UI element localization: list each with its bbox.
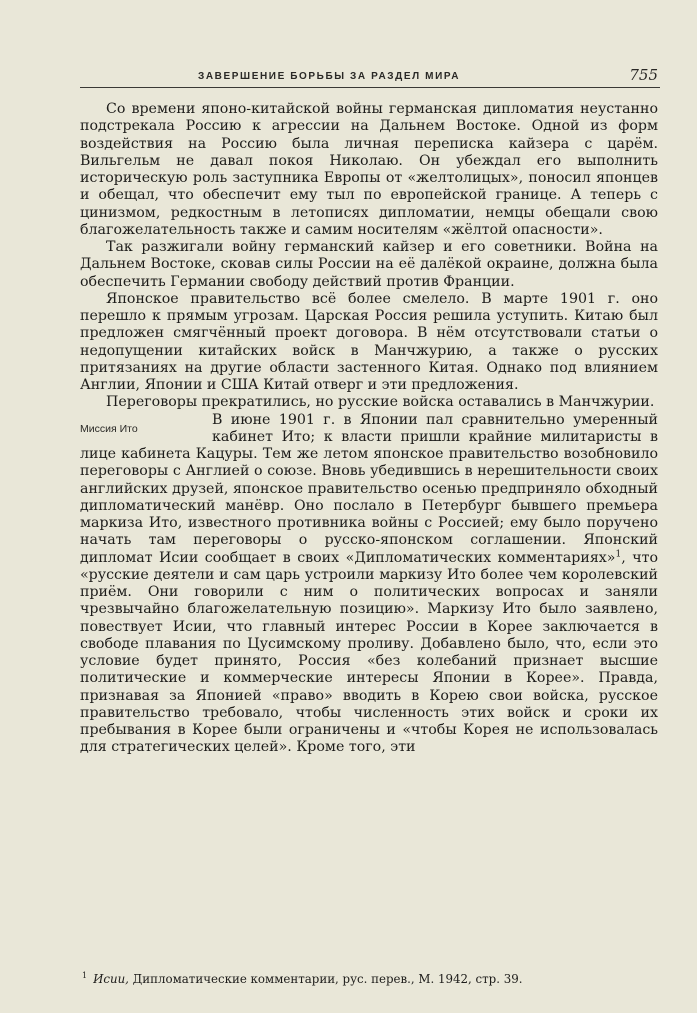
- paragraph-5: [80, 412, 658, 757]
- footnote-text: Дипломатические комментарии, рус. перев., М. 1942, стр. 39.: [128, 972, 523, 986]
- body-text: [80, 101, 658, 757]
- footnote: [82, 972, 660, 987]
- footnote-number: 1: [82, 971, 88, 981]
- footnote-marker: 1: [615, 548, 622, 559]
- page-number: 755: [629, 66, 658, 84]
- paragraph-3: Японское правительство всё более смелело. В марте 1901 г. оно перешло к прямым угрозам. Царская Россия решила уступить. Китаю был предложен смягчённый проект договора. В нём отсутствовали статьи о недопущении китайских войск в Манчжурию, а также о русских притязаниях на другие области застенного Китая. Однако под влиянием Англии, Японии и США Китай отверг и эти предложения.: [80, 290, 658, 393]
- page-header: [80, 64, 660, 86]
- sidenote-section: [80, 412, 658, 757]
- margin-note: Миссия Ито: [80, 422, 138, 435]
- running-head: ЗАВЕРШЕНИЕ БОРЬБЫ ЗА РАЗДЕЛ МИРА: [198, 71, 461, 82]
- paragraph-5-end: , что «русские деятели и сам царь устроили маркизу Ито более чем королевский приём. Они говорили с ним о политических вопросах и заняли чрезвычайно благожелательную позицию». Маркизу Ито было заявлено, повествует Исии, что главный интерес России в Корее заключается в свободе плавания по Цусимскому проливу. Добавлено было, что, если это условие будет принято, Россия «без колебаний признает высшие политические и коммерческие интересы Японии в Корее». Правда, признавая за Японией «право» вводить в Корею свои войска, русское правительство требовало, чтобы численность этих войск и сроки их пребывания в Корее были ограничены и «чтобы Корея не использовалась для стратегических целей». Кроме того, эти: [80, 549, 658, 756]
- footnote-author: Исии,: [93, 972, 129, 986]
- paragraph-4: Переговоры прекратились, но русские войска оставались в Манчжурии.: [106, 394, 655, 411]
- paragraph-5-start: В июне 1901 г. в Японии пал сравнительно умеренный кабинет Ито; к власти пришли: [212, 411, 658, 445]
- paragraph-5-rest: крайние милитаристы в лице кабинета Кацуры. Тем же летом японское правительство возобновило переговоры с Англией о союзе. Вновь убедившись в нерешительности своих английских друзей, японское правительство осенью предприняло обходный дипломатический манёвр. Оно послало в Петербург бывшего премьера маркиза Ито, известного противника войны с Россией; ему было поручено начать там переговоры о русско-японском соглашении. Японский дипломат Исии сообщает в своих «Дипломатических комментариях»: [80, 428, 658, 566]
- header-rule: [80, 87, 660, 88]
- paragraph-2: Так разжигали войну германский кайзер и его советники. Война на Дальнем Востоке, сковав силы России на её далёкой окраине, должна была обеспечить Германии свободу действий против Франции.: [80, 239, 658, 290]
- paragraph-1: Со времени японо-китайской войны германская дипломатия неустанно подстрекала Россию к агрессии на Дальнем Востоке. Одной из форм воздействия на Россию была личная переписка кайзера с царём. Вильгельм не давал покоя Николаю. Он убеждал его выполнить историческую роль заступника Европы от «желтолицых», поносил японцев и обещал, что обеспечит ему тыл по европейской границе. А теперь с цинизмом, редкостным в летописях дипломатии, немцы обещали свою благожелательность также и самим носителям «жёлтой опасности».: [80, 101, 658, 238]
